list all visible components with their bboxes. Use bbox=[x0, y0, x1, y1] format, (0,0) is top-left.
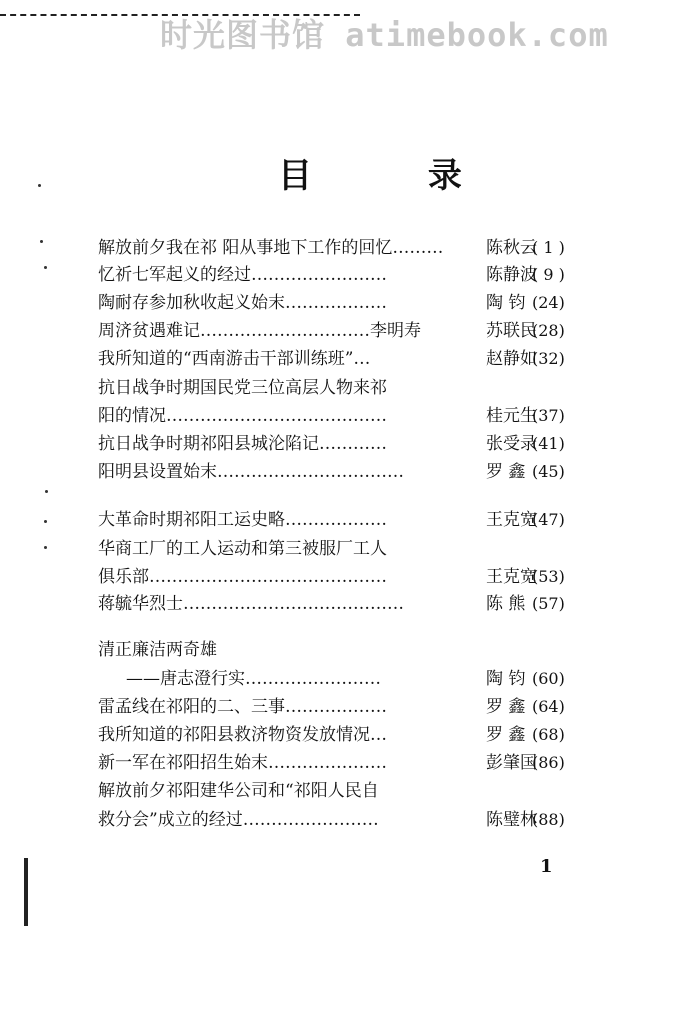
toc-entry-page: ( 1 ) bbox=[532, 238, 565, 257]
toc-entry-title: 雷孟线在祁阳的二、三事……………… bbox=[98, 697, 387, 717]
toc-entry-title: 蒋毓华烈士………………………………… bbox=[98, 594, 404, 614]
toc-row bbox=[98, 430, 603, 458]
toc-entry-author: 罗 鑫 bbox=[486, 462, 526, 482]
toc-entry-author: 陈璧林 bbox=[486, 810, 537, 830]
toc-entry-author: 陶 钧 bbox=[486, 669, 526, 689]
toc-entry-page: (47) bbox=[532, 510, 565, 529]
toc-row bbox=[98, 506, 603, 534]
toc-entry-page: (86) bbox=[532, 753, 565, 772]
toc-entry-title: 抗日战争时期祁阳县城沦陷记………… bbox=[98, 434, 387, 454]
toc-row bbox=[98, 806, 603, 834]
toc-entry-page: (45) bbox=[532, 462, 565, 481]
toc-row bbox=[98, 777, 603, 805]
toc-entry-author: 王克宽 bbox=[486, 567, 537, 587]
toc-row bbox=[98, 289, 603, 317]
scan-speck bbox=[40, 240, 43, 243]
toc-entry-title: 大革命时期祁阳工运史略……………… bbox=[98, 510, 387, 530]
scan-speck bbox=[44, 546, 47, 549]
toc-entry-title: 解放前夕我在祁 阳从事地下工作的回忆……… bbox=[98, 238, 444, 258]
toc-entry-author: 罗 鑫 bbox=[486, 725, 526, 745]
toc-entry-author: 陈静波 bbox=[486, 265, 537, 285]
toc-row bbox=[126, 665, 603, 693]
toc-entry-author: 陶 钧 bbox=[486, 293, 526, 313]
toc-row bbox=[98, 590, 603, 618]
toc-entry-page: (68) bbox=[532, 725, 565, 744]
scan-speck bbox=[38, 184, 41, 187]
toc-entry-author: 张受录 bbox=[486, 434, 537, 454]
toc-entry-title: 陶耐存参加秋收起义始末……………… bbox=[98, 293, 387, 313]
toc-row bbox=[98, 234, 603, 262]
toc-entry-title: 忆祈七军起义的经过…………………… bbox=[98, 265, 387, 285]
toc-entry-author: 赵静如 bbox=[486, 349, 537, 369]
toc-entry-author: 王克宽 bbox=[486, 510, 537, 530]
toc-entry-author: 陈 熊 bbox=[486, 594, 526, 614]
toc-entry-page: (60) bbox=[532, 669, 565, 688]
toc-entry-page: (32) bbox=[532, 349, 565, 368]
toc-entry-title: ——唐志澄行实…………………… bbox=[126, 669, 381, 689]
toc-row bbox=[98, 374, 603, 402]
toc-entry-title: 救分会”成立的经过…………………… bbox=[98, 810, 379, 830]
toc-row bbox=[98, 563, 603, 591]
toc-entry-title: 新一军在祁阳招生始末………………… bbox=[98, 753, 387, 773]
toc-entry-author: 陈秋云 bbox=[486, 238, 537, 258]
toc-row bbox=[98, 345, 603, 373]
watermark: 时光图书馆 atimebook.com bbox=[160, 16, 609, 54]
toc-entry-author: 罗 鑫 bbox=[486, 697, 526, 717]
toc-entry-title: 我所知道的祁阳县救济物资发放情况… bbox=[98, 725, 387, 745]
toc-entry-page: (64) bbox=[532, 697, 565, 716]
toc-entry-author: 彭肇国 bbox=[486, 753, 537, 773]
toc-row bbox=[98, 749, 603, 777]
toc-row bbox=[98, 402, 603, 430]
scan-speck bbox=[44, 520, 47, 523]
toc-row bbox=[98, 721, 603, 749]
toc-row bbox=[98, 458, 603, 486]
toc-entry-title: 抗日战争时期国民党三位高层人物来祁 bbox=[98, 378, 387, 398]
toc-entry-title: 我所知道的“西南游击干部训练班”… bbox=[98, 349, 371, 369]
toc-row bbox=[98, 693, 603, 721]
scan-speck bbox=[44, 266, 47, 269]
toc-entry-title: 俱乐部…………………………………… bbox=[98, 567, 387, 587]
toc-entry-title: 解放前夕祁阳建华公司和“祁阳人民自 bbox=[98, 781, 379, 801]
toc-entry-page: (28) bbox=[532, 321, 565, 340]
toc-entry-title: 周济贫遇难记…………………………李明寿 bbox=[98, 321, 421, 341]
toc-row bbox=[98, 535, 603, 563]
toc-row bbox=[98, 317, 603, 345]
toc-entry-title: 华商工厂的工人运动和第三被服厂工人 bbox=[98, 539, 387, 559]
toc-row bbox=[98, 636, 603, 664]
toc-entry-title: 阳的情况………………………………… bbox=[98, 406, 387, 426]
binding-margin-mark bbox=[24, 858, 28, 926]
toc-row bbox=[98, 261, 603, 289]
page-number: 1 bbox=[540, 856, 553, 877]
toc-entry-author: 苏联民 bbox=[486, 321, 537, 341]
toc-entry-page: (41) bbox=[532, 434, 565, 453]
toc-entry-page: (53) bbox=[532, 567, 565, 586]
scan-speck bbox=[45, 490, 48, 493]
toc-entry-page: (57) bbox=[532, 594, 565, 613]
toc-entry-author: 桂元生 bbox=[486, 406, 537, 426]
page-title: 目 录 bbox=[278, 156, 514, 196]
toc-entry-page: (24) bbox=[532, 293, 565, 312]
toc-entry-title: 清正廉洁两奇雄 bbox=[98, 640, 217, 660]
toc-entry-title: 阳明县设置始末…………………………… bbox=[98, 462, 404, 482]
toc-entry-page: ( 9 ) bbox=[532, 265, 565, 284]
toc-entry-page: (37) bbox=[532, 406, 565, 425]
toc-entry-page: (88) bbox=[532, 810, 565, 829]
